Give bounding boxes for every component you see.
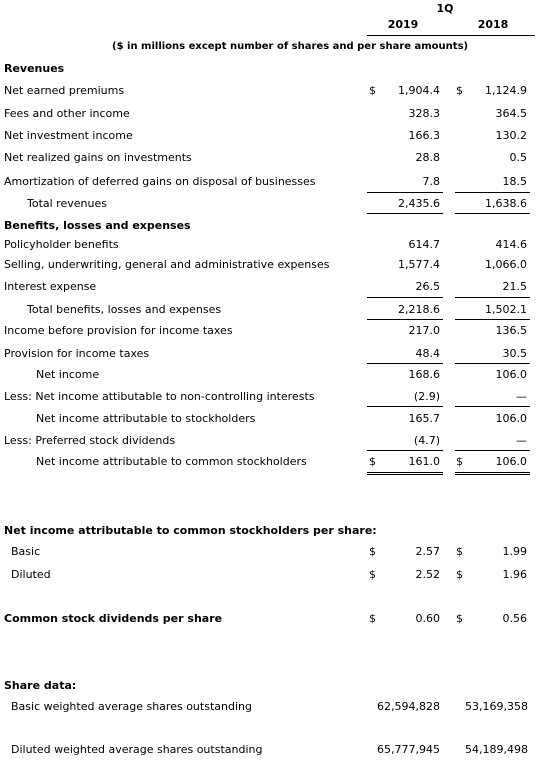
row-label: Less: Net income attibutable to non-controlling interests xyxy=(4,390,315,403)
value-2019: 7.8 xyxy=(422,175,440,188)
currency-symbol: $ xyxy=(456,455,463,468)
row-label: Common stock dividends per share xyxy=(4,612,223,625)
value-2019: 166.3 xyxy=(408,129,440,142)
per-share-heading: Net income attributable to common stockholders per share: xyxy=(4,524,377,537)
subtotal-rule xyxy=(455,450,530,451)
currency-symbol: $ xyxy=(369,545,376,558)
value-2018: 1,502.1 xyxy=(485,303,527,316)
benefits-heading: Benefits, losses and expenses xyxy=(4,219,191,232)
row-label: Net investment income xyxy=(4,129,133,142)
row-label: Net income attributable to common stockholders xyxy=(36,455,307,468)
value-2019: 328.3 xyxy=(408,107,440,120)
value-2019: 614.7 xyxy=(408,238,440,251)
total-rule xyxy=(455,319,530,320)
value-2019: 2,218.6 xyxy=(398,303,440,316)
value-2019: 62,594,828 xyxy=(377,700,440,713)
value-2019: 1,577.4 xyxy=(398,258,440,271)
currency-symbol: $ xyxy=(369,568,376,581)
currency-symbol: $ xyxy=(456,612,463,625)
value-2018: 1.96 xyxy=(502,568,527,581)
subtotal-rule xyxy=(455,363,530,364)
total-rule xyxy=(455,472,530,473)
row-label: Net income attributable to stockholders xyxy=(36,412,256,425)
row-label: Diluted xyxy=(11,568,51,581)
subtotal-rule xyxy=(455,192,530,193)
row-label: Total benefits, losses and expenses xyxy=(27,303,222,316)
row-label: Net realized gains on investments xyxy=(4,151,192,164)
value-2019: 48.4 xyxy=(415,347,440,360)
row-label: Selling, underwriting, general and administrative expenses xyxy=(4,258,330,271)
value-2018: 53,169,358 xyxy=(465,700,528,713)
value-2018: 136.5 xyxy=(495,324,527,337)
year-2019-header: 2019 xyxy=(387,18,419,31)
currency-symbol: $ xyxy=(456,84,463,97)
row-label: Fees and other income xyxy=(4,107,130,120)
currency-symbol: $ xyxy=(369,84,376,97)
row-label: Less: Preferred stock dividends xyxy=(4,434,176,447)
currency-symbol: $ xyxy=(369,612,376,625)
subtotal-rule xyxy=(367,297,443,298)
value-2018: 21.5 xyxy=(502,280,527,293)
value-2018: 0.5 xyxy=(509,151,527,164)
row-label: Provision for income taxes xyxy=(4,347,150,360)
row-label: Policyholder benefits xyxy=(4,238,119,251)
total-rule xyxy=(455,213,530,214)
value-2019: 165.7 xyxy=(408,412,440,425)
row-label: Basic weighted average shares outstanding xyxy=(11,700,252,713)
row-label: Income before provision for income taxes xyxy=(4,324,233,337)
value-2018: 1,066.0 xyxy=(485,258,527,271)
value-2018: 30.5 xyxy=(502,347,527,360)
total-rule xyxy=(367,474,443,475)
value-2018: — xyxy=(516,434,527,447)
value-2018: 0.56 xyxy=(502,612,527,625)
value-2018: 414.6 xyxy=(495,238,527,251)
row-label: Interest expense xyxy=(4,280,97,293)
value-2018: 18.5 xyxy=(502,175,527,188)
value-2019: 28.8 xyxy=(415,151,440,164)
subtotal-rule xyxy=(455,406,530,407)
row-label: Net earned premiums xyxy=(4,84,125,97)
row-label: Diluted weighted average shares outstanding xyxy=(11,743,263,756)
value-2019: 161.0 xyxy=(408,455,440,468)
value-2019: 168.6 xyxy=(408,368,440,381)
row-label: Total revenues xyxy=(27,197,107,210)
subtotal-rule xyxy=(367,363,443,364)
value-2018: 106.0 xyxy=(495,368,527,381)
subtotal-rule xyxy=(367,192,443,193)
value-2019: 2.57 xyxy=(415,545,440,558)
value-2018: 54,189,498 xyxy=(465,743,528,756)
value-2019: 65,777,945 xyxy=(377,743,440,756)
subtotal-rule xyxy=(367,450,443,451)
units-note: ($ in millions except number of shares and per share amounts) xyxy=(112,41,469,52)
value-2018: 1.99 xyxy=(502,545,527,558)
period-header: 1Q xyxy=(436,2,454,15)
value-2018: 106.0 xyxy=(495,412,527,425)
total-rule xyxy=(367,213,443,214)
value-2018: 106.0 xyxy=(495,455,527,468)
value-2018: — xyxy=(516,390,527,403)
value-2018: 130.2 xyxy=(495,129,527,142)
currency-symbol: $ xyxy=(369,455,376,468)
value-2018: 1,638.6 xyxy=(485,197,527,210)
header-rule xyxy=(367,35,535,36)
year-2018-header: 2018 xyxy=(477,18,509,31)
revenues-heading: Revenues xyxy=(4,62,65,75)
value-2018: 364.5 xyxy=(495,107,527,120)
share-data-heading: Share data: xyxy=(4,679,77,692)
value-2019: 2,435.6 xyxy=(398,197,440,210)
value-2019: (2.9) xyxy=(413,390,440,403)
value-2019: 217.0 xyxy=(408,324,440,337)
currency-symbol: $ xyxy=(456,568,463,581)
row-label: Amortization of deferred gains on disposal of businesses xyxy=(4,175,316,188)
value-2019: 0.60 xyxy=(415,612,440,625)
value-2019: 26.5 xyxy=(415,280,440,293)
subtotal-rule xyxy=(367,406,443,407)
total-rule xyxy=(455,474,530,475)
value-2019: 2.52 xyxy=(415,568,440,581)
value-2019: 1,904.4 xyxy=(398,84,440,97)
value-2019: (4.7) xyxy=(413,434,440,447)
subtotal-rule xyxy=(455,297,530,298)
value-2018: 1,124.9 xyxy=(485,84,527,97)
row-label: Basic xyxy=(11,545,41,558)
currency-symbol: $ xyxy=(456,545,463,558)
total-rule xyxy=(367,472,443,473)
row-label: Net income xyxy=(36,368,100,381)
total-rule xyxy=(367,319,443,320)
